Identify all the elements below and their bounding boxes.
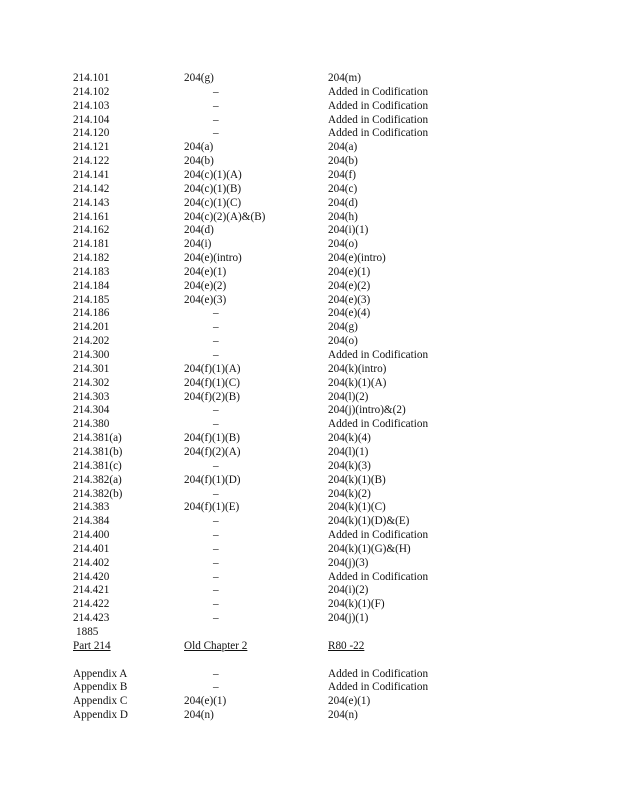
r80-reference: 204(a) <box>328 141 358 154</box>
old-chapter-reference: 204(c)(2)(A)&(B) <box>184 210 266 223</box>
section-number: 214.422 <box>73 598 110 611</box>
section-number: 214.120 <box>73 127 110 140</box>
table-row <box>0 266 618 280</box>
section-number: 214.202 <box>73 335 110 348</box>
r80-reference: Added in Codification <box>328 570 429 583</box>
r80-reference: Added in Codification <box>328 99 429 112</box>
table-row <box>0 127 618 141</box>
old-chapter-reference: – <box>213 515 219 528</box>
old-chapter-reference: 204(i) <box>184 238 212 251</box>
r80-reference: 204(g) <box>328 321 358 334</box>
table-row <box>0 404 618 418</box>
section-number: 214.141 <box>73 168 110 181</box>
r80-reference: Added in Codification <box>328 667 429 680</box>
r80-reference: 204(i)(2) <box>328 584 369 597</box>
r80-reference: Added in Codification <box>328 349 429 361</box>
section-number: 214.183 <box>73 265 110 278</box>
r80-reference: Added in Codification <box>328 529 429 542</box>
r80-reference: Added in Codification <box>328 127 429 140</box>
section-number: 214.101 <box>73 72 110 84</box>
r80-reference: 204(e)(intro) <box>328 252 386 265</box>
table-row <box>0 446 618 460</box>
table-row <box>0 197 618 211</box>
appendix-row <box>0 695 618 709</box>
r80-reference: 204(h) <box>328 210 358 223</box>
table-row <box>0 183 618 197</box>
table-row <box>0 252 618 266</box>
table-row <box>0 211 618 225</box>
old-chapter-reference: 204(f)(1)(C) <box>184 376 240 389</box>
section-number: 214.182 <box>73 252 110 265</box>
section-number: 214.382(a) <box>73 473 122 486</box>
table-row <box>0 584 618 598</box>
section-number: Appendix C <box>73 695 128 708</box>
old-chapter-reference: – <box>213 321 219 334</box>
section-number: 214.303 <box>73 390 110 403</box>
old-chapter-reference: 204(c)(1)(A) <box>184 168 242 181</box>
page-number-row <box>0 626 618 640</box>
section-number: 214.162 <box>73 224 110 237</box>
old-chapter-reference: 204(c)(1)(C) <box>184 196 242 209</box>
old-chapter-reference: – <box>213 335 219 348</box>
table-row <box>0 100 618 114</box>
table-row <box>0 307 618 321</box>
r80-reference: 204(n) <box>328 709 358 722</box>
table-row <box>0 224 618 238</box>
r80-reference: 204(o) <box>328 335 358 348</box>
appendix-row <box>0 681 618 695</box>
section-number: 214.122 <box>73 155 110 168</box>
section-number: 214.302 <box>73 376 110 389</box>
table-row <box>0 432 618 446</box>
old-chapter-reference: – <box>213 542 219 555</box>
table-row <box>0 515 618 529</box>
r80-reference: Added in Codification <box>328 681 429 694</box>
table-row <box>0 612 618 626</box>
section-number: 214.301 <box>73 362 110 375</box>
old-chapter-reference: – <box>213 487 219 500</box>
old-chapter-reference: – <box>213 113 219 126</box>
r80-reference: 204(j)(1) <box>328 612 369 625</box>
r80-reference: 204(k)(1)(C) <box>328 501 386 514</box>
table-row <box>0 418 618 432</box>
table-row <box>0 280 618 294</box>
old-chapter-reference: 204(f)(1)(A) <box>184 362 241 375</box>
table-row <box>0 501 618 515</box>
old-chapter-reference: – <box>213 584 219 597</box>
section-number: 214.381(a) <box>73 432 122 445</box>
old-chapter-reference: – <box>213 349 219 361</box>
table-row <box>0 155 618 169</box>
table-row <box>0 474 618 488</box>
old-chapter-reference: – <box>213 85 219 98</box>
r80-reference: 204(m) <box>328 72 361 84</box>
r80-reference: Added in Codification <box>328 113 429 126</box>
section-number: 214.304 <box>73 404 110 417</box>
section-number: 214.382(b) <box>73 487 123 500</box>
r80-reference: Added in Codification <box>328 418 429 431</box>
old-chapter-reference: 204(b) <box>184 155 214 168</box>
old-chapter-reference: 204(e)(intro) <box>184 252 242 265</box>
old-chapter-reference: 204(e)(3) <box>184 293 227 306</box>
page-number: 1885 <box>76 626 99 638</box>
table-row <box>0 377 618 391</box>
section-number: Appendix A <box>73 667 128 680</box>
old-chapter-reference: 204(n) <box>184 709 214 722</box>
column-header-row <box>0 640 618 654</box>
r80-reference: Added in Codification <box>328 85 429 98</box>
r80-reference: 204(j)(3) <box>328 556 369 569</box>
old-chapter-reference: 204(e)(2) <box>184 279 227 292</box>
section-number: 214.383 <box>73 501 110 514</box>
table-row <box>0 363 618 377</box>
old-chapter-reference: – <box>213 681 219 694</box>
old-chapter-reference: – <box>213 612 219 625</box>
old-chapter-reference: 204(f)(1)(D) <box>184 473 241 486</box>
header-old-chapter: Old Chapter 2 <box>184 639 248 652</box>
section-number: 214.181 <box>73 238 110 251</box>
old-chapter-reference: – <box>213 307 219 320</box>
old-chapter-reference: – <box>213 598 219 611</box>
table-row <box>0 460 618 474</box>
section-number: 214.161 <box>73 210 110 223</box>
section-number: 214.400 <box>73 529 110 542</box>
section-number: 214.421 <box>73 584 110 597</box>
section-number: 214.121 <box>73 141 110 154</box>
old-chapter-reference: 204(d) <box>184 224 214 237</box>
old-chapter-reference: 204(g) <box>184 72 214 84</box>
header-r80: R80 -22 <box>328 639 365 652</box>
section-number: 214.103 <box>73 99 110 112</box>
r80-reference: 204(f) <box>328 168 356 181</box>
section-number: 214.381(c) <box>73 459 122 472</box>
old-chapter-reference: – <box>213 127 219 140</box>
table-row <box>0 488 618 502</box>
section-number: 214.420 <box>73 570 110 583</box>
r80-reference: 204(k)(intro) <box>328 362 387 375</box>
old-chapter-reference: 204(e)(1) <box>184 695 227 708</box>
r80-reference: 204(c) <box>328 182 358 195</box>
r80-reference: 204(k)(1)(A) <box>328 376 387 389</box>
section-number: 214.381(b) <box>73 445 123 458</box>
r80-reference: 204(k)(4) <box>328 432 371 445</box>
section-number: 214.185 <box>73 293 110 306</box>
r80-reference: 204(i)(1) <box>328 224 369 237</box>
header-part: Part 214 <box>73 639 111 652</box>
r80-reference: 204(j)(intro)&(2) <box>328 404 406 417</box>
section-number: 214.423 <box>73 612 110 625</box>
r80-reference: 204(e)(2) <box>328 279 371 292</box>
section-number: Appendix B <box>73 681 128 694</box>
old-chapter-reference: 204(a) <box>184 141 214 154</box>
old-chapter-reference: 204(f)(1)(B) <box>184 432 240 445</box>
table-row <box>0 557 618 571</box>
table-row <box>0 529 618 543</box>
r80-reference: 204(d) <box>328 196 358 209</box>
section-number: 214.384 <box>73 515 110 528</box>
old-chapter-reference: – <box>213 570 219 583</box>
r80-reference: 204(k)(1)(G)&(H) <box>328 542 411 555</box>
section-number: 214.380 <box>73 418 110 431</box>
table-row <box>0 169 618 183</box>
table-row <box>0 571 618 585</box>
old-chapter-reference: 204(f)(2)(B) <box>184 390 240 403</box>
r80-reference: 204(k)(1)(F) <box>328 598 385 611</box>
table-row <box>0 72 618 86</box>
old-chapter-reference: – <box>213 529 219 542</box>
old-chapter-reference: 204(c)(1)(B) <box>184 182 242 195</box>
table-row <box>0 238 618 252</box>
section-number: 214.104 <box>73 113 110 126</box>
r80-reference: 204(k)(2) <box>328 487 371 500</box>
table-row <box>0 114 618 128</box>
old-chapter-reference: – <box>213 667 219 680</box>
appendix-row <box>0 668 618 682</box>
r80-reference: 204(l)(1) <box>328 445 369 458</box>
r80-reference: 204(e)(1) <box>328 265 371 278</box>
section-number: 214.143 <box>73 196 110 209</box>
r80-reference: 204(b) <box>328 155 358 168</box>
table-row <box>0 335 618 349</box>
r80-reference: 204(k)(3) <box>328 459 371 472</box>
r80-reference: 204(e)(1) <box>328 695 371 708</box>
table-row <box>0 86 618 100</box>
section-number: 214.300 <box>73 349 110 361</box>
section-number: 214.186 <box>73 307 110 320</box>
table-row <box>0 294 618 308</box>
section-number: 214.402 <box>73 556 110 569</box>
table-row <box>0 141 618 155</box>
appendix-row <box>0 709 618 723</box>
old-chapter-reference: – <box>213 459 219 472</box>
section-number: 214.102 <box>73 85 110 98</box>
table-row <box>0 349 618 363</box>
r80-reference: 204(o) <box>328 238 358 251</box>
section-number: 214.142 <box>73 182 110 195</box>
section-number: Appendix D <box>73 709 128 722</box>
table-row <box>0 321 618 335</box>
table-row <box>0 391 618 405</box>
old-chapter-reference: – <box>213 556 219 569</box>
section-number: 214.184 <box>73 279 110 292</box>
r80-reference: 204(e)(3) <box>328 293 371 306</box>
r80-reference: 204(k)(1)(D)&(E) <box>328 515 410 528</box>
old-chapter-reference: 204(f)(2)(A) <box>184 445 241 458</box>
section-number: 214.401 <box>73 542 110 555</box>
old-chapter-reference: – <box>213 99 219 112</box>
table-row <box>0 543 618 557</box>
r80-reference: 204(l)(2) <box>328 390 369 403</box>
table-row <box>0 598 618 612</box>
section-number: 214.201 <box>73 321 110 334</box>
r80-reference: 204(k)(1)(B) <box>328 473 386 486</box>
old-chapter-reference: – <box>213 404 219 417</box>
old-chapter-reference: 204(f)(1)(E) <box>184 501 240 514</box>
old-chapter-reference: – <box>213 418 219 431</box>
old-chapter-reference: 204(e)(1) <box>184 265 227 278</box>
r80-reference: 204(e)(4) <box>328 307 371 320</box>
